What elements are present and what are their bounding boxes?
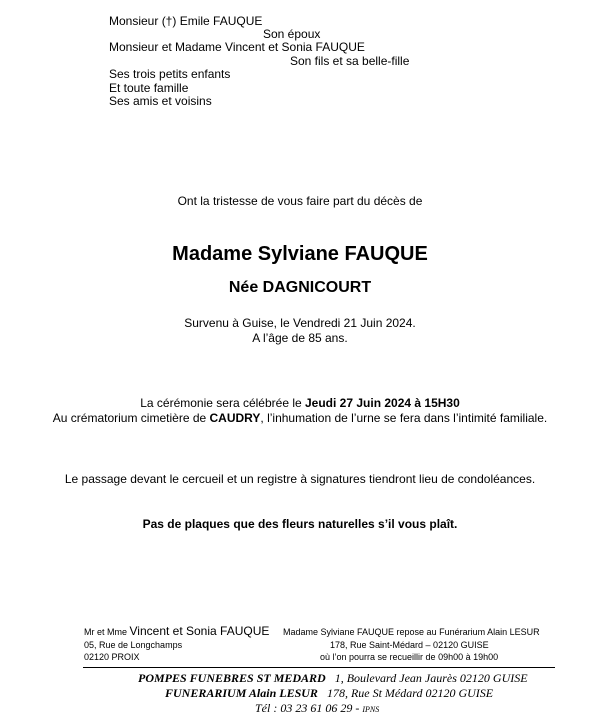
footer-funerarium-hours: où l’on pourra se recueillir de 09h00 à 19h00 bbox=[320, 652, 499, 662]
condolences-note: Le passage devant le cercueil et un registre à signatures tiendront lieu de condoléances. bbox=[64, 472, 536, 486]
footer-family-address-2: 02120 PROIX bbox=[84, 652, 140, 662]
footer-family-prefix: Mr et Mme bbox=[84, 627, 130, 637]
footer-divider bbox=[83, 667, 555, 668]
footer-funerarium-rest: Madame Sylviane FAUQUE repose au Funérarium Alain LESUR bbox=[283, 627, 540, 637]
ipns-label: IPNS bbox=[362, 705, 380, 714]
family-line-husband: Monsieur (†) Emile FAUQUE bbox=[109, 14, 263, 28]
flowers-note: Pas de plaques que des fleurs naturelles s’il vous plaît. bbox=[142, 517, 458, 531]
family-line-son: Monsieur et Madame Vincent et Sonia FAUQUE bbox=[109, 40, 365, 54]
ceremony-line-2 bbox=[0, 411, 600, 425]
company-phone bbox=[255, 701, 379, 717]
ceremony-place-prefix: Au crématorium cimetière de bbox=[52, 411, 210, 425]
announcement-intro: Ont la tristesse de vous faire part du décès de bbox=[177, 194, 423, 208]
deceased-name: Madame Sylviane FAUQUE bbox=[172, 243, 428, 265]
ceremony-place: CAUDRY bbox=[209, 411, 261, 425]
footer-family-contact bbox=[84, 626, 269, 638]
family-line-relatives: Et toute famille bbox=[109, 81, 189, 95]
ceremony-date: Jeudi 27 Juin 2024 à 15H30 bbox=[305, 396, 460, 410]
company-2-address: 178, Rue St Médard 02120 GUISE bbox=[326, 686, 494, 700]
maiden-name: Née DAGNICOURT bbox=[228, 279, 372, 296]
death-info: Survenu à Guise, le Vendredi 21 Juin 2024. bbox=[184, 316, 416, 330]
age-info: A l’âge de 85 ans. bbox=[252, 331, 348, 345]
footer-family-names: Vincent et Sonia FAUQUE bbox=[129, 624, 270, 638]
company-1 bbox=[138, 671, 528, 685]
footer-funerarium-address: 178, Rue Saint-Médard – 02120 GUISE bbox=[330, 640, 489, 650]
company-2-name: FUNERARIUM Alain LESUR bbox=[165, 686, 318, 700]
family-line-grandchildren: Ses trois petits enfants bbox=[109, 67, 231, 81]
phone-number: Tél : 03 23 61 06 29 - bbox=[255, 701, 360, 715]
ceremony-place-suffix: , l’inhumation de l’urne se fera dans l’intimité familiale. bbox=[260, 411, 548, 425]
company-2 bbox=[165, 686, 493, 700]
family-role-husband: Son époux bbox=[263, 27, 321, 41]
ceremony-intro: La cérémonie sera célébrée le bbox=[140, 396, 305, 410]
footer-family-address-1: 05, Rue de Longchamps bbox=[84, 640, 183, 650]
family-role-son: Son fils et sa belle-fille bbox=[290, 54, 410, 68]
ceremony-line-1 bbox=[0, 396, 600, 410]
family-line-friends: Ses amis et voisins bbox=[109, 94, 212, 108]
company-1-address: 1, Boulevard Jean Jaurès 02120 GUISE bbox=[334, 671, 528, 685]
company-1-name: POMPES FUNEBRES ST MEDARD bbox=[138, 671, 326, 685]
